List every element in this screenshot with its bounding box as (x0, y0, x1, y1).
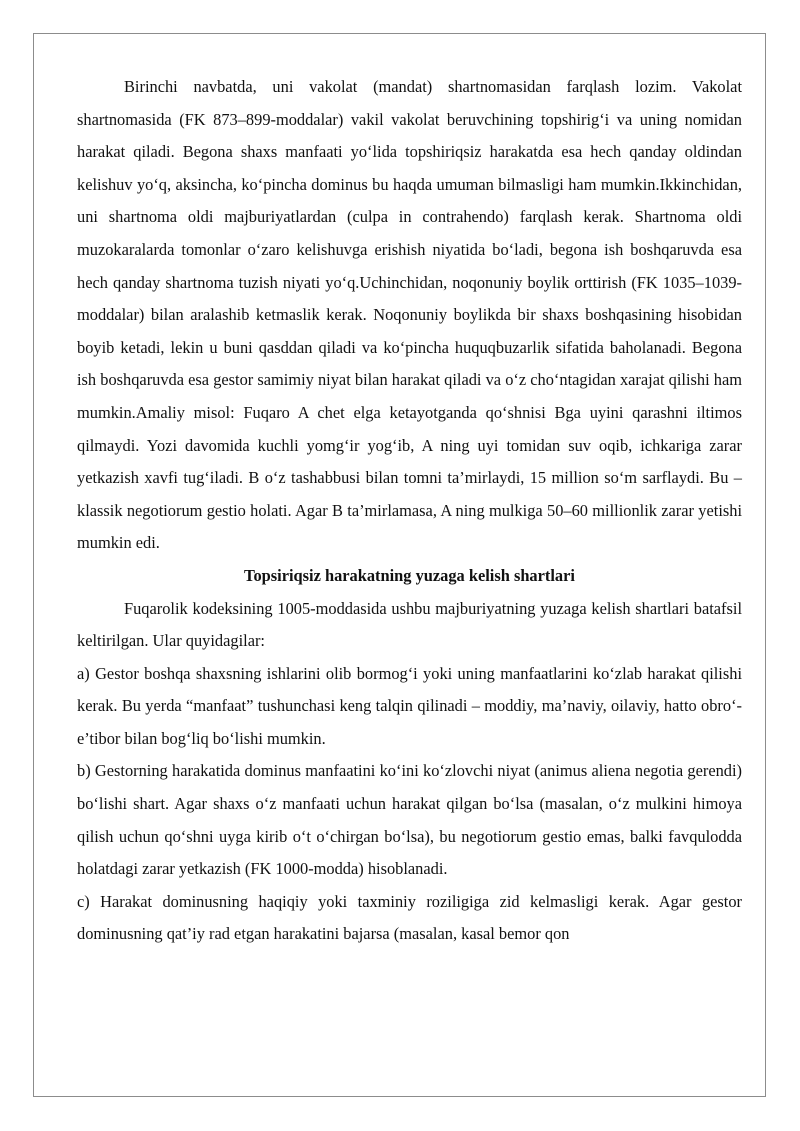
paragraph-condition-a: a) Gestor boshqa shaxsning ishlarini olib bormog‘i yoki uning manfaatlarini ko‘zlab harakat qilishi kerak. Bu yerda “manfaat” tushunchasi keng talqin qilinadi – moddiy, ma’naviy, oilaviy, hatto obro‘-e’tibor bilan bog‘liq bo‘lishi mumkin. (77, 663, 742, 748)
paragraph-condition-b: b) Gestorning harakatida dominus manfaatini ko‘ini ko‘zlovchi niyat (animus aliena negotia gerendi) bo‘lishi shart. Agar shaxs o‘z manfaati uchun harakat qilgan bo‘lsa (masalan, o‘z mulkini himoya qilish uchun qo‘shni uyga kirib o‘t o‘chirgan bo‘lsa), bu negotiorum gestio emas, balki favqulodda holatdagi zarar yetkazish (FK 1000-modda) hisoblanadi. (77, 761, 742, 879)
paragraph-distinctions: Birinchi navbatda, uni vakolat (mandat) shartnomasidan farqlash lozim. Vakolat shartnomasida (FK 873–899-moddalar) vakil vakolat beruvchining topshirig‘i va uning nomidan harakat qiladi. Begona shaxs manfaati yo‘lida topshiriqsiz harakatda esa hech qanday oldindan kelishuv yo‘q, aksincha, ko‘pincha dominus bu haqda umuman bilmasligi ham mumkin.Ikkinchidan, uni shartnoma oldi majburiyatlardan (culpa in contrahendo) farqlash kerak. Shartnoma oldi muzokaralarda tomonlar o‘zaro kelishuvga erishish niyatida bo‘ladi, begona ish boshqaruvda esa hech qanday shartnoma tuzish niyati yo‘q.Uchinchidan, noqonuniy boylik orttirish (FK 1035–1039-moddalar) bilan aralashib ketmaslik kerak. Noqonuniy boylikda bir shaxs boshqasining hisobidan boyib ketadi, lekin u buni qasddan qiladi va ko‘pincha huquqbuzarlik sifatida baholanadi. Begona ish boshqaruvda esa gestor samimiy niyat bilan harakat qiladi va o‘z cho‘ntagidan xarajat qilishi ham mumkin.Amaliy misol: Fuqaro A chet elga ketayotganda qo‘shnisi Bga uyini qarashni iltimos qilmaydi. Yozi davomida kuchli yomg‘ir yog‘ib, A ning uyi tomidan suv oqib, ichkariga zarar yetkazish xavfi tug‘iladi. B o‘z tashabbusi bilan tomni ta’mirlaydi, 15 million so‘m sarflaydi. Bu – klassik negotiorum gestio holati. Agar B ta’mirlamasa, A ning mulkiga 50–60 millionlik zarar yetishi mumkin edi. (77, 77, 742, 553)
paragraph-intro-conditions: Fuqarolik kodeksining 1005-moddasida ushbu majburiyatning yuzaga kelish shartlari batafsil keltirilgan. Ular quyidagilar: (77, 598, 742, 651)
section-heading: Topsiriqsiz harakatning yuzaga kelish shartlari (244, 565, 575, 585)
paragraph-condition-c: c) Harakat dominusning haqiqiy yoki taxminiy roziligiga zid kelmasligi kerak. Agar gestor dominusning qat’iy rad etgan harakatini bajarsa (masalan, kasal bemor qon (77, 891, 742, 944)
document-body (77, 71, 742, 951)
